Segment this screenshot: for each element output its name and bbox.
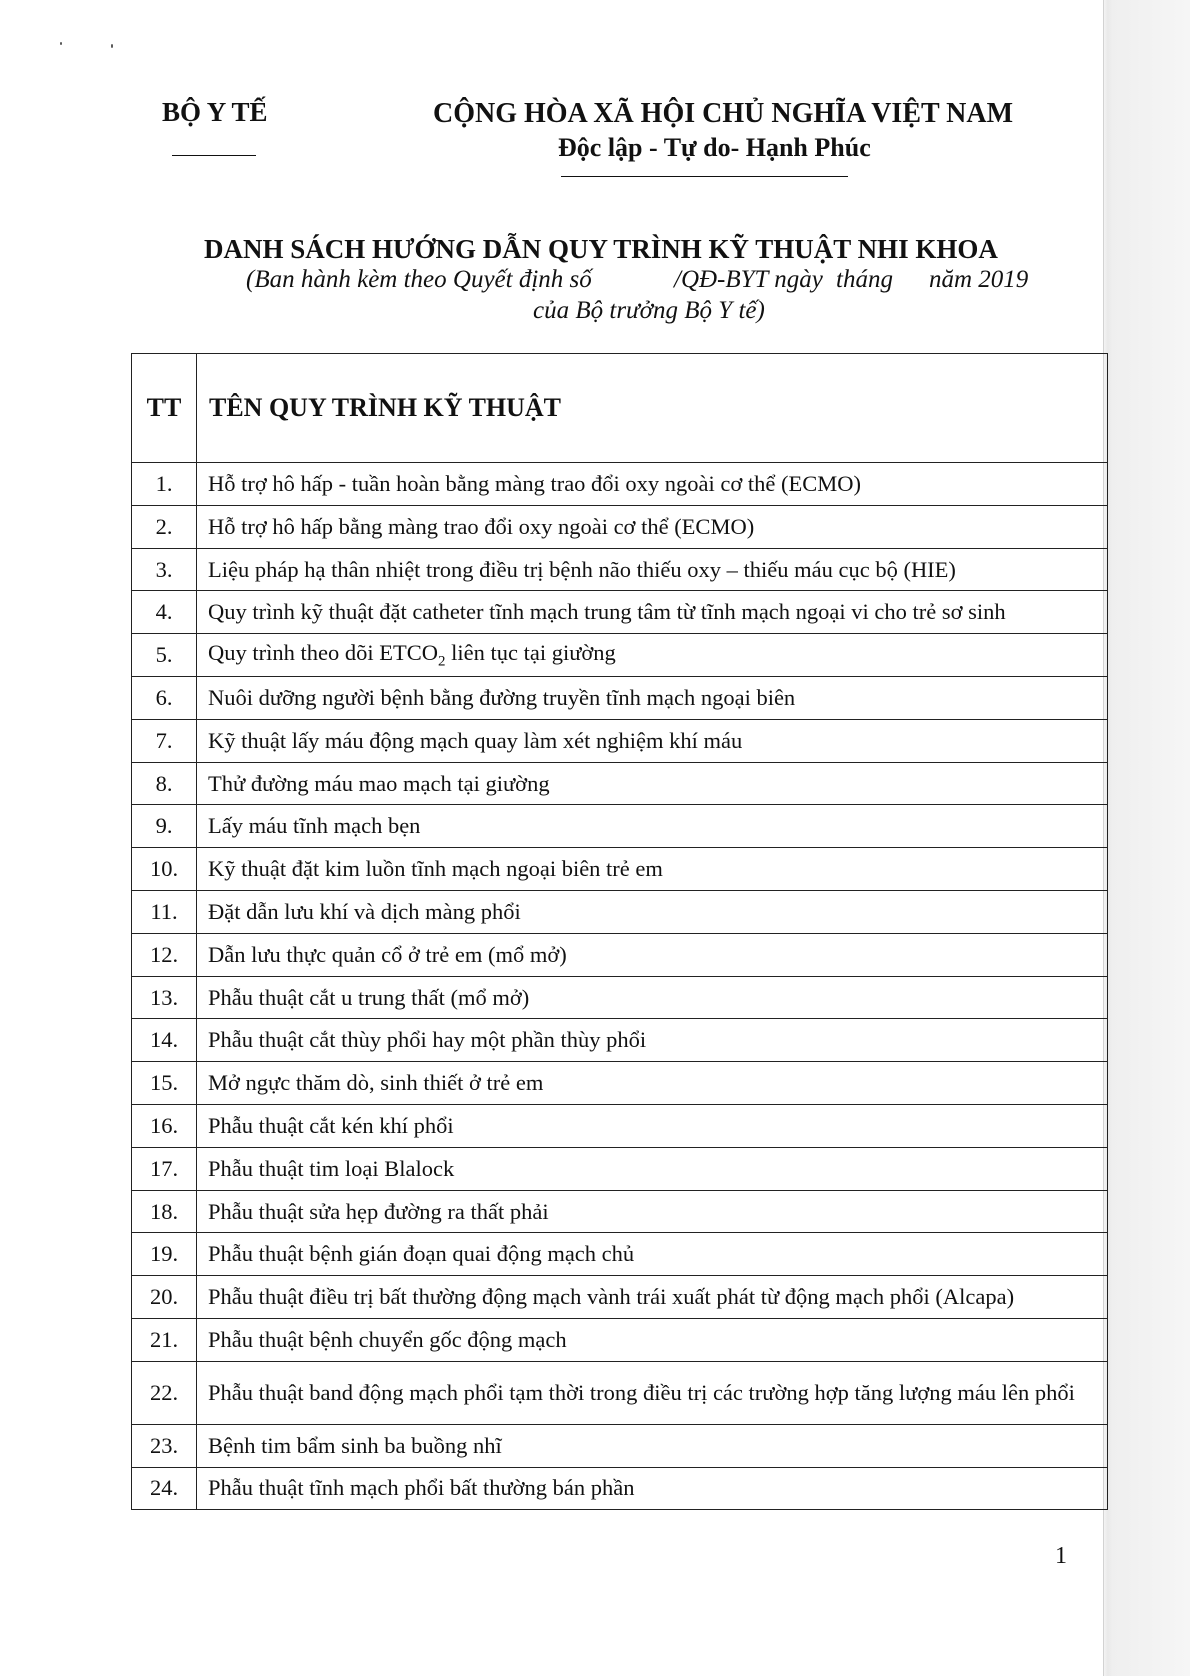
issuance-note-part: (Ban hành kèm theo Quyết định số — [246, 266, 592, 293]
row-number: 3. — [132, 548, 197, 591]
procedure-name: Phẫu thuật cắt thùy phổi hay một phần thùy phổi — [197, 1019, 1108, 1062]
procedure-name: Phẫu thuật tĩnh mạch phổi bất thường bán phần — [197, 1467, 1108, 1510]
procedure-name: Kỹ thuật lấy máu động mạch quay làm xét nghiệm khí máu — [197, 719, 1108, 762]
procedure-name: Liệu pháp hạ thân nhiệt trong điều trị bệnh não thiếu oxy – thiếu máu cục bộ (HIE) — [197, 548, 1108, 591]
procedure-name: Phẫu thuật cắt u trung thất (mổ mở) — [197, 976, 1108, 1019]
procedure-name: Phẫu thuật tim loại Blalock — [197, 1147, 1108, 1190]
row-number: 10. — [132, 848, 197, 891]
table-row — [132, 1233, 1108, 1276]
scan-speck — [111, 44, 113, 48]
national-motto: Độc lập - Tự do- Hạnh Phúc — [558, 133, 871, 162]
scanned-page-edge — [1103, 0, 1190, 1676]
column-header-name: TÊN QUY TRÌNH KỸ THUẬT — [197, 354, 1108, 463]
row-number: 17. — [132, 1147, 197, 1190]
row-number: 20. — [132, 1276, 197, 1319]
subscript-two: 2 — [437, 653, 446, 670]
table-row — [132, 1190, 1108, 1233]
table-row — [132, 1062, 1108, 1105]
table-row — [132, 634, 1108, 677]
ministry-name: BỘ Y TẾ — [162, 97, 268, 127]
procedure-name: Phẫu thuật điều trị bất thường động mạch vành trái xuất phát từ động mạch phổi (Alcapa) — [197, 1276, 1108, 1319]
procedure-name: Bệnh tim bẩm sinh ba buồng nhĩ — [197, 1424, 1108, 1467]
row-number: 24. — [132, 1467, 197, 1510]
table-row — [132, 976, 1108, 1019]
row-number: 11. — [132, 890, 197, 933]
document-title: DANH SÁCH HƯỚNG DẪN QUY TRÌNH KỸ THUẬT NHI KHOA — [204, 234, 998, 264]
table-row — [132, 463, 1108, 506]
procedure-name: Hỗ trợ hô hấp - tuần hoàn bằng màng trao đổi oxy ngoài cơ thể (ECMO) — [197, 463, 1108, 506]
procedure-name: Nuôi dưỡng người bệnh bằng đường truyền tĩnh mạch ngoại biên — [197, 676, 1108, 719]
scan-speck — [60, 42, 62, 45]
issuance-note-part: tháng — [836, 266, 893, 293]
procedure-name: Dẫn lưu thực quản cổ ở trẻ em (mổ mở) — [197, 933, 1108, 976]
procedure-name: Kỹ thuật đặt kim luồn tĩnh mạch ngoại biên trẻ em — [197, 848, 1108, 891]
row-number: 21. — [132, 1318, 197, 1361]
row-number: 22. — [132, 1361, 197, 1424]
table-row — [132, 805, 1108, 848]
procedure-name: Mở ngực thăm dò, sinh thiết ở trẻ em — [197, 1062, 1108, 1105]
procedure-name: Phẫu thuật sửa hẹp đường ra thất phải — [197, 1190, 1108, 1233]
procedure-name: Lấy máu tĩnh mạch bẹn — [197, 805, 1108, 848]
table-row — [132, 719, 1108, 762]
ministry-underline — [172, 155, 256, 156]
row-number: 2. — [132, 505, 197, 548]
procedure-name: Phẫu thuật bệnh gián đoạn quai động mạch chủ — [197, 1233, 1108, 1276]
procedure-name-text: liên tục tại giường — [445, 639, 616, 665]
table-row — [132, 848, 1108, 891]
row-number: 1. — [132, 463, 197, 506]
row-number: 5. — [132, 634, 197, 677]
procedure-name: Thử đường máu mao mạch tại giường — [197, 762, 1108, 805]
row-number: 13. — [132, 976, 197, 1019]
row-number: 18. — [132, 1190, 197, 1233]
table-row — [132, 762, 1108, 805]
row-number: 8. — [132, 762, 197, 805]
row-number: 6. — [132, 676, 197, 719]
procedure-name: Phẫu thuật cắt kén khí phổi — [197, 1104, 1108, 1147]
nation-name: CỘNG HÒA XÃ HỘI CHỦ NGHĨA VIỆT NAM — [433, 98, 1014, 129]
table-row — [132, 1276, 1108, 1319]
table-row — [132, 933, 1108, 976]
row-number: 23. — [132, 1424, 197, 1467]
row-number: 15. — [132, 1062, 197, 1105]
table-row — [132, 890, 1108, 933]
column-header-no: TT — [132, 354, 197, 463]
issuance-note-part: năm 2019 — [929, 266, 1029, 293]
issuance-note-issuer: của Bộ trưởng Bộ Y tế) — [533, 297, 765, 324]
procedure-name-text: Quy trình theo dõi ETCO — [208, 639, 438, 665]
procedure-name: Hỗ trợ hô hấp bằng màng trao đổi oxy ngoài cơ thể (ECMO) — [197, 505, 1108, 548]
table-row — [132, 1318, 1108, 1361]
table-row — [132, 1019, 1108, 1062]
row-number: 12. — [132, 933, 197, 976]
table-row — [132, 505, 1108, 548]
table-row — [132, 676, 1108, 719]
procedure-name: Quy trình kỹ thuật đặt catheter tĩnh mạch trung tâm từ tĩnh mạch ngoại vi cho trẻ sơ sinh — [197, 591, 1108, 634]
motto-underline — [561, 176, 848, 177]
table-row — [132, 1467, 1108, 1510]
table-row — [132, 591, 1108, 634]
page-number: 1 — [1055, 1543, 1067, 1569]
procedure-name — [197, 634, 1108, 677]
table-row — [132, 548, 1108, 591]
table-row — [132, 1424, 1108, 1467]
row-number: 7. — [132, 719, 197, 762]
table-row — [132, 1147, 1108, 1190]
table-row — [132, 1361, 1108, 1424]
row-number: 14. — [132, 1019, 197, 1062]
procedure-name: Phẫu thuật band động mạch phổi tạm thời trong điều trị các trường hợp tăng lượng máu lên phổi — [197, 1361, 1108, 1424]
row-number: 9. — [132, 805, 197, 848]
row-number: 4. — [132, 591, 197, 634]
table-header-row — [132, 354, 1108, 463]
row-number: 16. — [132, 1104, 197, 1147]
table-row — [132, 1104, 1108, 1147]
issuance-note-part: /QĐ-BYT ngày — [674, 266, 823, 293]
procedure-name: Phẫu thuật bệnh chuyển gốc động mạch — [197, 1318, 1108, 1361]
procedure-name: Đặt dẫn lưu khí và dịch màng phổi — [197, 890, 1108, 933]
procedure-table — [131, 353, 1108, 1510]
row-number: 19. — [132, 1233, 197, 1276]
